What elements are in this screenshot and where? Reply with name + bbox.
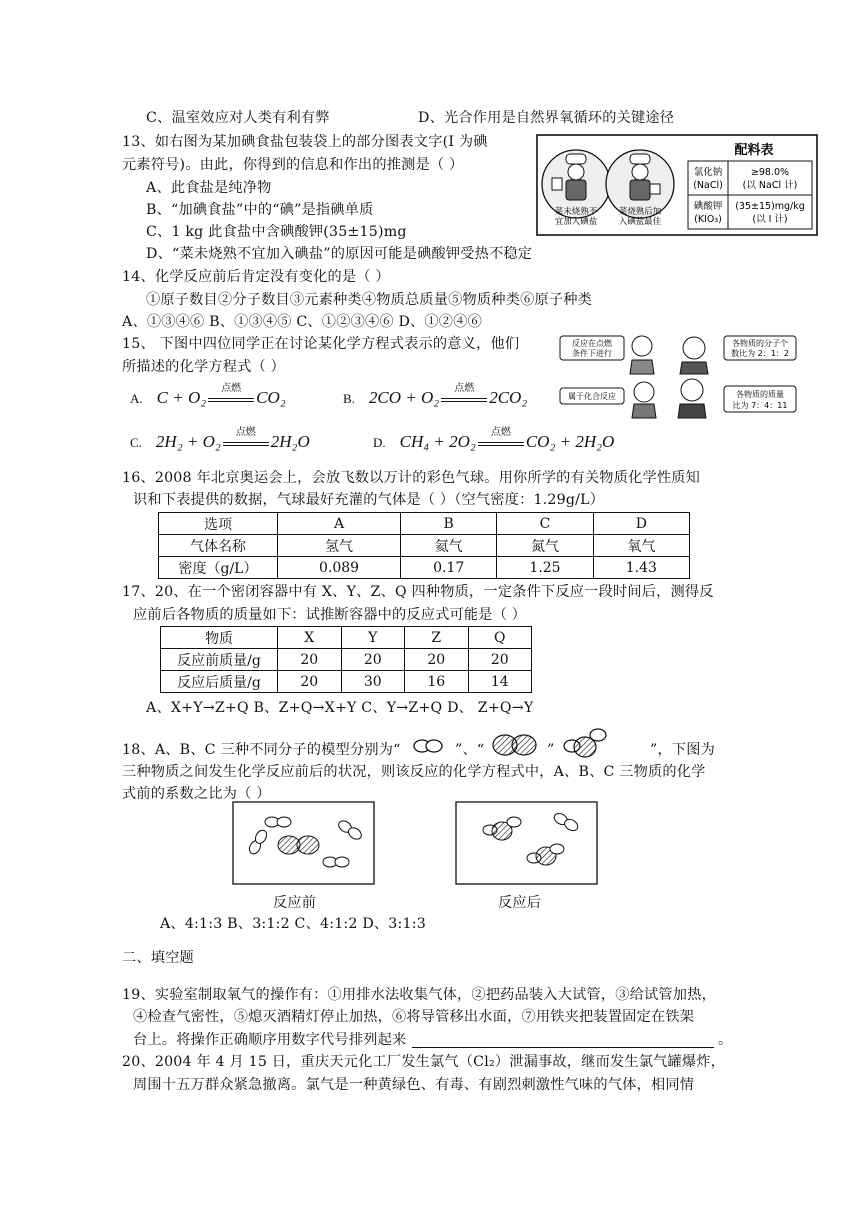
table-cell: 30 <box>341 671 405 693</box>
q15-stem-1: 15、 下图中四位同学正在讨论某化学方程式表示的意义，他们 <box>122 336 520 352</box>
section-2-heading: 二、填空题 <box>122 950 194 966</box>
mass-change-table <box>160 626 532 693</box>
table-cell: 14 <box>468 671 532 693</box>
q16-stem-2: 识和下表提供的数据，气球最好充灌的气体是（ ）（空气密度：1.29g/L） <box>133 492 605 508</box>
caption-2a: 菜烧熟后加 <box>618 207 662 217</box>
q19-stem-3: 台上。将操作正确顺序用数字代号排列起来 <box>133 1032 407 1048</box>
ingredient-kio3-content: (35±15)mg/kg <box>735 201 805 212</box>
table-header-cell: D <box>593 513 689 535</box>
table-header-cell: 选项 <box>159 513 278 535</box>
table-cell: 20 <box>341 649 405 671</box>
equation-c-label: C. <box>130 435 142 450</box>
molecule-a-icon <box>413 736 443 756</box>
equation-a <box>130 383 286 409</box>
table-header-cell: X <box>278 627 342 649</box>
table-cell: 氦气 <box>401 535 497 557</box>
q12-option-c: C、温室效应对人类有利有弊 <box>146 110 330 126</box>
ingredient-nacl-content: ≥98.0% <box>750 167 790 178</box>
student-1 <box>630 336 654 374</box>
student-2 <box>680 337 708 374</box>
q14-stem: 14、化学反应前后肯定没有变化的是（ ） <box>122 269 390 285</box>
q19-period: 。 <box>718 1032 733 1048</box>
q13-option-c: C、1 kg 此食盐中含碘酸钾(35±15)mg <box>146 224 407 240</box>
caption-2b: 入碘盐最佳 <box>618 217 662 227</box>
q13-option-d: D、“菜未烧熟不宜加入碘盐”的原因可能是碘酸钾受热不稳定 <box>146 246 533 262</box>
q14-options: A、①③④⑥ B、①③④⑤ C、①②③④⑥ D、①②④⑥ <box>122 314 482 330</box>
ingredient-kio3-name: 碘酸钾 <box>693 201 723 212</box>
table-cell: 20 <box>278 649 342 671</box>
ingredient-kio3-basis: (以 I 计) <box>752 214 788 225</box>
equation-b-rhs: 2CO₂ <box>489 388 528 407</box>
students-discussion-figure <box>558 330 820 420</box>
table-row <box>161 671 532 693</box>
table-cell: 0.089 <box>278 557 401 579</box>
equation-d-rhs: CO₂ + 2H₂O <box>525 432 615 451</box>
q12-option-d: D、光合作用是自然界氧循环的关键途径 <box>418 110 675 126</box>
table-cell: 密度（g/L） <box>159 557 278 579</box>
before-caption: 反应前 <box>273 895 317 911</box>
equation-c-condition: 点燃 <box>235 427 256 439</box>
bubble-2a: 各物质的分子个 <box>732 339 788 348</box>
q13-option-a: A、此食盐是纯净物 <box>146 180 272 196</box>
table-cell: 反应后质量/g <box>161 671 278 693</box>
q19-stem-2: ④检查气密性，⑤熄灭酒精灯停止加热，⑥将导管移出水面，⑦用铁夹把装置固定在铁架 <box>133 1009 695 1025</box>
q18-stem-1a: 18、A、B、C 三种不同分子的模型分别为“ <box>122 742 401 758</box>
equation-a-lhs: C + O₂ <box>156 388 207 407</box>
q18-stem-1b: ”、“ <box>455 742 485 758</box>
table-cell: 1.43 <box>593 557 689 579</box>
q16-stem-1: 16、2008 年北京奥运会上，会放飞数以万计的彩色气球。用你所学的有关物质化学性质知 <box>122 470 701 486</box>
q13-stem-2: 元素符号)。由此，你得到的信息和作出的推测是（ ） <box>122 157 464 173</box>
table-cell: 1.25 <box>497 557 593 579</box>
ingredient-nacl-name: 氯化钠 <box>693 167 723 178</box>
bubble-4b: 比为 7：4：11 <box>732 401 788 410</box>
molecule-c-icon <box>562 726 608 760</box>
q18-stem-2: 三种物质之间发生化学反应前后的状况，则该反应的化学方程式中，A、B、C 三物质的化学 <box>122 764 706 780</box>
table-row <box>159 557 690 579</box>
student-4 <box>678 379 706 418</box>
q18-stem-3: 式前的系数之比为（ ） <box>122 786 271 802</box>
table-cell: 20 <box>405 649 469 671</box>
equation-a-label: A. <box>130 391 143 406</box>
q20-stem-1: 20、2004 年 4 月 15 日，重庆天元化工厂发生氯气（Cl₂）泄漏事故，继而发生氯气罐爆炸， <box>122 1054 726 1070</box>
equation-b <box>343 383 528 409</box>
ingredient-nacl-basis: (以 NaCl 计) <box>742 180 798 191</box>
bubble-1b: 条件下进行 <box>572 349 612 358</box>
caption-1a: 菜未烧熟不 <box>554 207 598 217</box>
q20-stem-2: 周围十五万群众紧急撤离。氯气是一种黄绿色、有毒、有剧烈刺激性气味的气体，相同情 <box>133 1077 695 1093</box>
table-cell: 氢气 <box>278 535 401 557</box>
q19-answer-blank[interactable] <box>412 1047 714 1048</box>
q17-stem-2: 应前后各物质的质量如下：试推断容器中的反应式可能是（ ） <box>133 607 527 623</box>
bubble-3: 属于化合反应 <box>568 392 616 401</box>
q18-stem-1c: ” <box>547 742 555 758</box>
equation-b-lhs: 2CO + O₂ <box>368 388 440 407</box>
table-cell: 氧气 <box>593 535 689 557</box>
table-row <box>161 649 532 671</box>
table-cell: 反应前质量/g <box>161 649 278 671</box>
table-header-row <box>159 513 690 535</box>
q17-stem-1: 17、20、在一个密闭容器中有 X、Y、Z、Q 四种物质，一定条件下反应一段时间后，测得反 <box>122 584 714 600</box>
iodized-salt-label-figure <box>536 134 818 236</box>
equation-d-lhs: CH₄ + 2O₂ <box>399 432 476 451</box>
equation-b-label: B. <box>343 391 355 406</box>
caption-1b: 宜加入碘盐 <box>554 217 598 227</box>
bubble-2b: 数比为 2：1：2 <box>731 349 789 358</box>
equation-b-condition: 点燃 <box>454 383 475 395</box>
bubble-1a: 反应在点燃 <box>572 339 612 348</box>
bubble-4a: 各物质的质量 <box>736 390 784 399</box>
equation-c-lhs: 2H₂ + O₂ <box>155 432 221 451</box>
reaction-before-after-diagram <box>232 800 632 886</box>
equation-a-rhs: CO₂ <box>256 388 286 407</box>
student-3 <box>632 382 656 418</box>
gas-density-table <box>158 512 690 579</box>
table-header-cell: Y <box>341 627 405 649</box>
table-header-cell: C <box>497 513 593 535</box>
table-header-cell: Q <box>468 627 532 649</box>
molecule-b-icon <box>491 732 539 758</box>
table-header-cell: B <box>401 513 497 535</box>
table-cell: 20 <box>278 671 342 693</box>
table-cell: 气体名称 <box>159 535 278 557</box>
table-header-cell: Z <box>405 627 469 649</box>
ingredient-table-title: 配料表 <box>734 143 774 158</box>
table-header-cell: A <box>278 513 401 535</box>
ingredient-nacl-formula: (NaCl) <box>693 180 723 191</box>
q14-list: ①原子数目②分子数目③元素种类④物质总质量⑤物质种类⑥原子种类 <box>146 292 593 308</box>
after-caption: 反应后 <box>498 895 542 911</box>
q18-stem-1d: ”，下图为 <box>650 742 716 758</box>
equation-d-label: D. <box>373 435 386 450</box>
table-row <box>159 535 690 557</box>
equation-d-condition: 点燃 <box>490 427 511 439</box>
equation-d <box>373 427 615 453</box>
equation-c-rhs: 2H₂O <box>270 432 310 451</box>
q13-stem-1: 13、如右图为某加碘食盐包装袋上的部分图表文字(I 为碘 <box>122 134 488 150</box>
ingredient-kio3-formula: (KIO₃) <box>694 214 722 225</box>
q17-options: A、X+Y→Z+Q B、Z+Q→X+Y C、Y→Z+Q D、 Z+Q→Y <box>146 700 534 716</box>
table-cell: 16 <box>405 671 469 693</box>
q15-stem-2: 所描述的化学方程式（ ） <box>122 359 285 375</box>
q13-option-b: B、“加碘食盐”中的“碘”是指碘单质 <box>146 202 374 218</box>
q18-options: A、4:1:3 B、3:1:2 C、4:1:2 D、3:1:3 <box>160 916 426 932</box>
q19-stem-1: 19、实验室制取氧气的操作有：①用排水法收集气体，②把药品装入大试管，③给试管加热， <box>122 987 716 1003</box>
table-header-cell: 物质 <box>161 627 278 649</box>
equation-a-condition: 点燃 <box>221 383 242 395</box>
table-cell: 20 <box>468 649 532 671</box>
equation-c <box>130 427 310 453</box>
table-header-row <box>161 627 532 649</box>
table-cell: 氮气 <box>497 535 593 557</box>
table-cell: 0.17 <box>401 557 497 579</box>
